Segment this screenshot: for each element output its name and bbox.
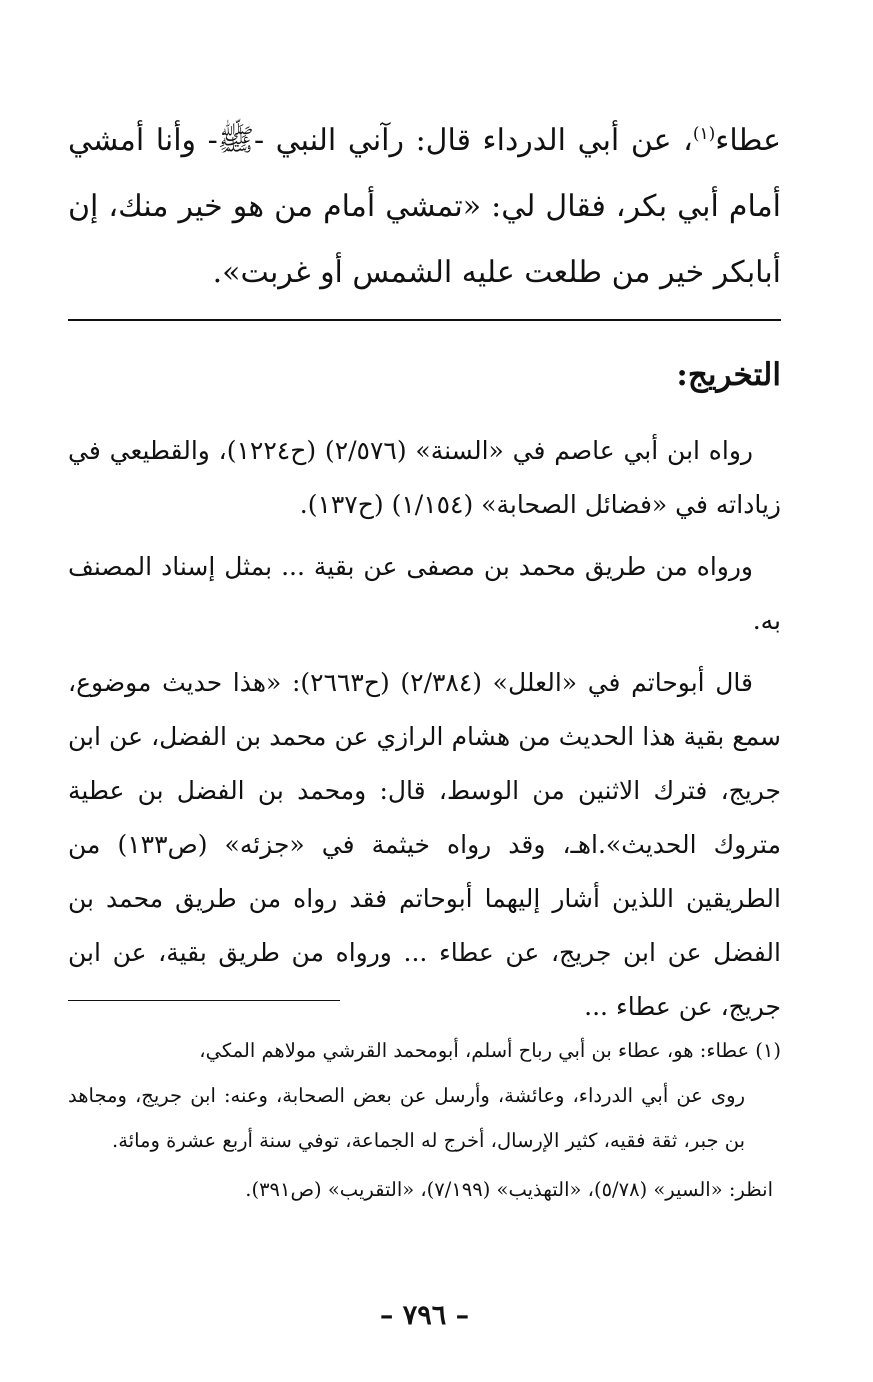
section-divider — [68, 319, 781, 321]
footnotes — [68, 1028, 781, 1212]
footnote-separator — [68, 1000, 340, 1001]
takhrij-paragraph: قال أبوحاتم في «العلل» (٢/٣٨٤) (ح٢٦٦٣): «هذا حديث موضوع، سمع بقية هذا الحديث من هشام الرازي عن محمد بن الفضل، عن ابن جريج، فترك الاثنين من الوسط، قال: ومحمد بن الفضل بن عطية متروك الحديث».اهـ، وقد رواه خيثمة في «جزئه» (ص١٣٣) من الطريقين اللذين أشار إليهما أبوحاتم فقد رواه من طريق محمد بن الفضل عن ابن جريج، عن عطاء ... ورواه من طريق بقية، عن ابن جريج، عن عطاء ... — [68, 668, 781, 1021]
takhrij-paragraph: رواه ابن أبي عاصم في «السنة» (٢/٥٧٦) (ح١٢٢٤)، والقطيعي في زياداته في «فضائل الصحابة» (١/١٥٤) (ح١٣٧). — [68, 436, 781, 519]
takhrij-section — [68, 424, 781, 1042]
section-heading: التخريج: — [676, 357, 781, 393]
footnote-1-body: روى عن أبي الدرداء، وعائشة، وأرسل عن بعض الصحابة، وعنه: ابن جريج، ومجاهد بن جبر، ثقة فقيه، كثير الإرسال، أخرج له الجماعة، توفي سنة أربع عشرة ومائة. — [68, 1084, 745, 1152]
footnote-1: (١) عطاء: هو، عطاء بن أبي رباح أسلم، أبومحمد القرشي مولاهم المكي، — [199, 1039, 781, 1062]
hadith-narrator: عطاء — [715, 123, 781, 158]
hadith-body: ، عن أبي الدرداء قال: رآني النبي -ﷺ- وأنا أمشي أمام أبي بكر، فقال لي: «تمشي أمام من هو خير منك، إن أبابكر خير من طلعت عليه الشمس أو غربت». — [68, 123, 781, 290]
footnote-reference[interactable]: (١) — [692, 124, 716, 144]
hadith-text — [68, 108, 781, 306]
takhrij-paragraph: ورواه من طريق محمد بن مصفى عن بقية ... بمثل إسناد المصنف به. — [68, 552, 781, 635]
book-page — [68, 0, 781, 1382]
hadith-paragraph — [68, 108, 781, 306]
footnote-references: انظر: «السير» (٥/٧٨)، «التهذيب» (٧/١٩٩)، «التقريب» (ص٣٩١). — [245, 1178, 773, 1201]
page-number: – ٧٩٦ – — [379, 1300, 470, 1331]
